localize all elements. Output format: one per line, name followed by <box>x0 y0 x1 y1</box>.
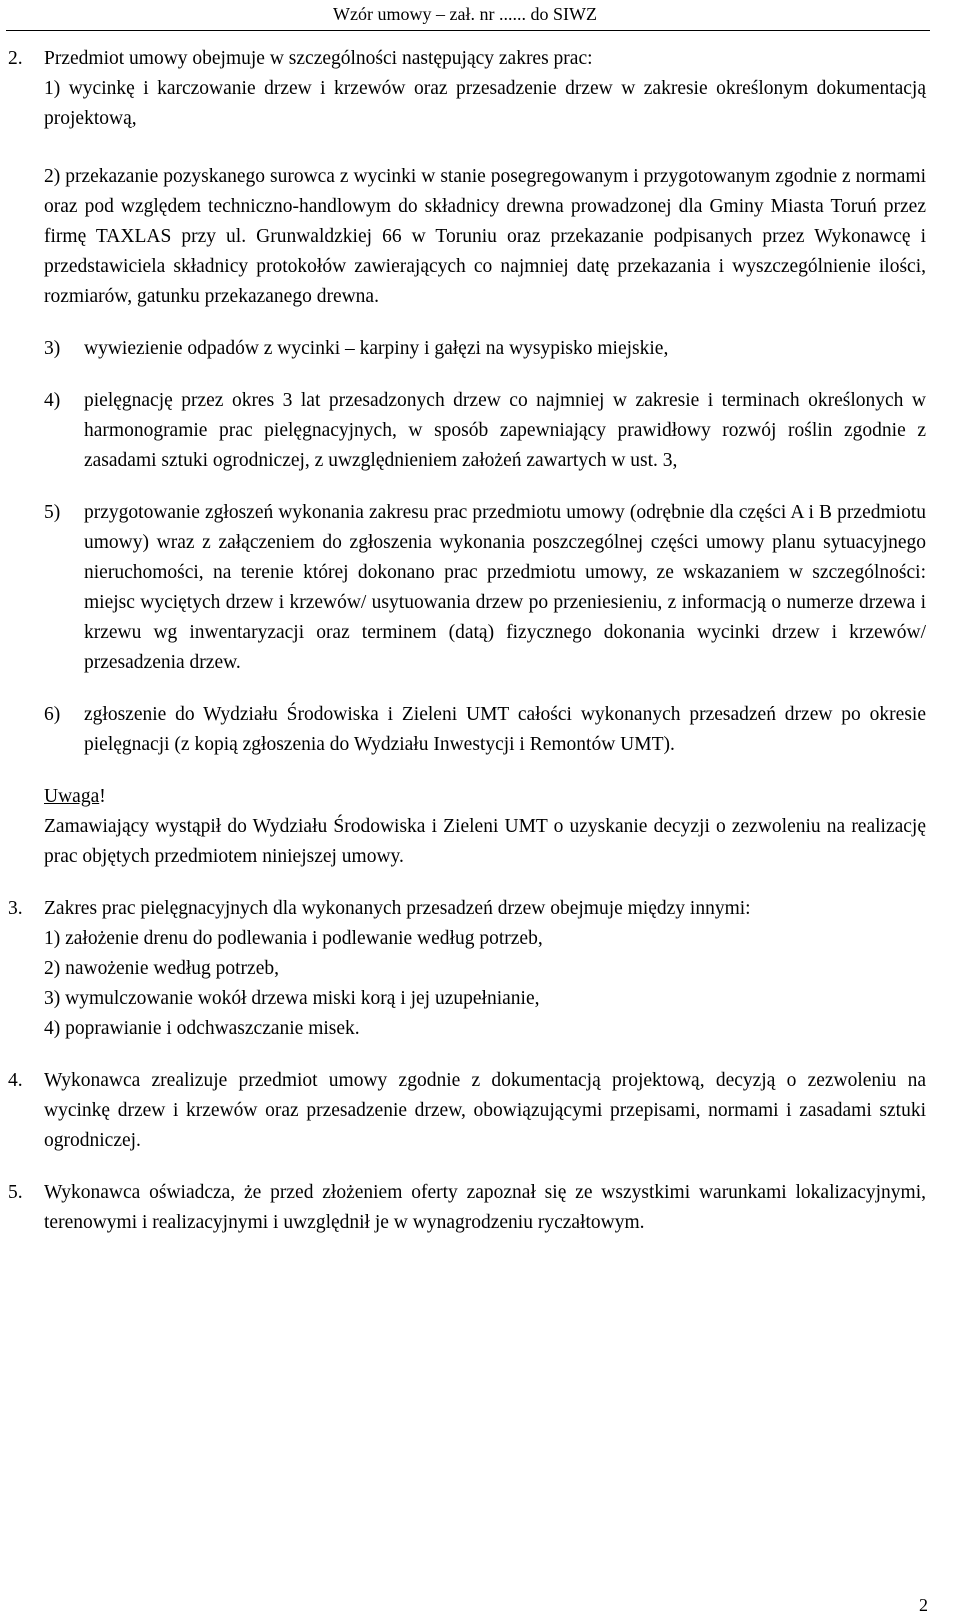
section-2-item-1: 1) wycinkę i karczowanie drzew i krzewów oraz przesadzenie drzew w zakresie określonym dokumentacją projektową, <box>44 78 926 129</box>
section-2-item-4: 4) pielęgnację przez okres 3 lat przesadzonych drzew co najmniej w zakresie i terminach określonych w harmonogramie prac pielęgnacyjnych, w sposób zapewniający prawidłowy rozwój roślin zgodnie z zasadami sztuki ogrodniczej, z uwzględnieniem założeń zawartych w ust. 3, <box>44 390 926 471</box>
note-mark: ! <box>99 786 106 807</box>
section-3-item-3: 3) wymulczowanie wokół drzewa miski korą i jej uzupełnianie, <box>44 988 540 1009</box>
section-3 <box>8 894 926 1044</box>
section-2-intro: Przedmiot umowy obejmuje w szczególności następujący zakres prac: <box>44 48 593 69</box>
section-3-item-2: 2) nawożenie według potrzeb, <box>44 958 279 979</box>
section-3-item-4: 4) poprawianie i odchwaszczanie misek. <box>44 1018 360 1039</box>
page-header: Wzór umowy – zał. nr ...... do SIWZ <box>333 4 597 24</box>
note-text: Zamawiający wystąpił do Wydziału Środowiska i Zieleni UMT o uzyskanie decyzji o zezwoleniu na realizację prac objętych przedmiotem niniejszej umowy. <box>44 816 926 867</box>
section-4 <box>8 1066 926 1156</box>
section-2-number: 2. <box>8 48 23 69</box>
section-3-number: 3. <box>8 898 23 919</box>
section-5-text: Wykonawca oświadcza, że przed złożeniem oferty zapoznał się ze wszystkimi warunkami lokalizacyjnymi, terenowymi i realizacyjnymi i uwzględnił je w wynagrodzeniu ryczałtowym. <box>44 1182 926 1233</box>
section-4-text: Wykonawca zrealizuje przedmiot umowy zgodnie z dokumentacją projektową, decyzją o zezwoleniu na wycinkę drzew i krzewów oraz przesadzenie drzew, obowiązującymi przepisami, normami i zasadami sztuki ogrodniczej. <box>44 1070 926 1151</box>
section-2-body <box>8 74 926 872</box>
note-heading <box>44 782 926 812</box>
section-3-item-1: 1) założenie drenu do podlewania i podlewanie według potrzeb, <box>44 928 543 949</box>
section-4-number: 4. <box>8 1070 23 1091</box>
section-2 <box>8 44 926 74</box>
section-5-number: 5. <box>8 1182 23 1203</box>
section-2-item-5: 5) przygotowanie zgłoszeń wykonania zakresu prac przedmiotu umowy (odrębnie dla części A i B przedmiotu umowy) wraz z załączeniem do zgłoszenia wykonania poszczególnej części umowy planu sytuacyjnego nieruchomości, na terenie której dokonano prac przedmiotu umowy, ze wskazaniem w szczególności: miejsc wyciętych drzew i krzewów/ usytuowania drzew po przeniesieniu, z informacją o numerze drzewa i krzewu wg inwentaryzacji oraz terminem (datą) fizycznego dokonania wycinki drzew i krzewów/ przesadzenia drzew. <box>44 502 926 673</box>
section-3-intro: Zakres prac pielęgnacyjnych dla wykonanych przesadzeń drzew obejmuje między innymi: <box>44 898 751 919</box>
section-5 <box>8 1178 926 1238</box>
header-divider <box>6 30 930 31</box>
section-2-item-6: 6) zgłoszenie do Wydziału Środowiska i Zieleni UMT całości wykonanych przesadzeń drzew po okresie pielęgnacji (z kopią zgłoszenia do Wydziału Inwestycji i Remontów UMT). <box>44 704 926 755</box>
section-2-item-2: 2) przekazanie pozyskanego surowca z wycinki w stanie posegregowanym i przygotowanym zgodnie z normami oraz pod względem techniczno-handlowym do składnicy drewna prowadzonej dla Gminy Miasta Toruń przez firmę TAXLAS przy ul. Grunwaldzkiej 66 w Toruniu oraz przekazanie podpisanych przez Wykonawcę i przedstawiciela składnicy protokołów zawierających co najmniej datę przekazania i wyszczególnienie ilości, rozmiarów, gatunku przekazanego drewna. <box>44 166 926 307</box>
document-body <box>8 44 926 1238</box>
note-label: Uwaga <box>44 786 100 807</box>
page-number: 2 <box>919 1595 928 1615</box>
section-2-item-3: 3) wywiezienie odpadów z wycinki – karpiny i gałęzi na wysypisko miejskie, <box>44 338 669 359</box>
